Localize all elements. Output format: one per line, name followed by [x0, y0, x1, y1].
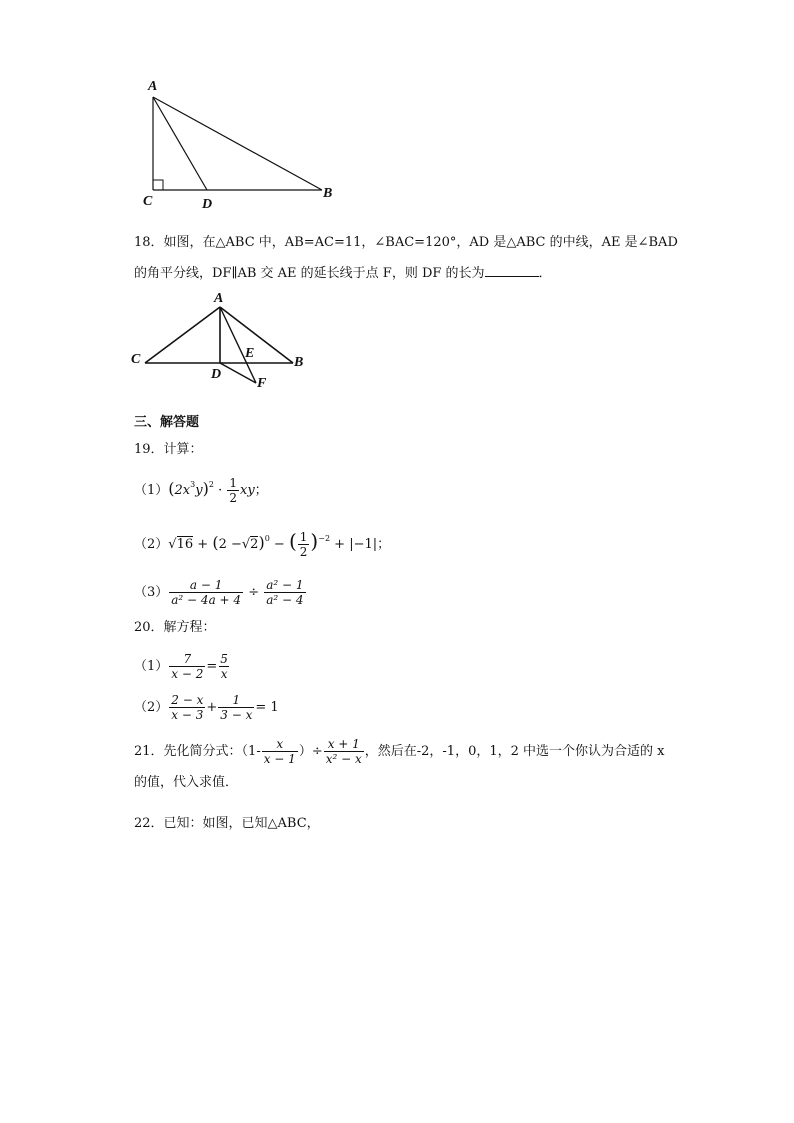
q20-p2-label: （2） [134, 700, 169, 715]
fraction-numerator: 7 [183, 652, 192, 666]
label-D: D [211, 367, 222, 382]
segment-AF [220, 307, 256, 383]
q19-p2-exp0: 0 [264, 534, 270, 543]
label-A: A [148, 79, 158, 94]
q19-part2: $(2)√16 + (2 -√2)^0$ − ( $\frac{1}{2}$ )$^{-2}$ + |−1|； [134, 529, 391, 559]
label-F: F [257, 376, 267, 391]
q20-p2-plus: + [206, 700, 218, 715]
q19-p2-label: （2） [134, 537, 169, 552]
sqrt-icon: √ [168, 537, 177, 552]
q19-title: 19．计算： [134, 442, 203, 457]
q19-p1-exp-outer: 2 [208, 480, 214, 489]
q20-part1 [134, 652, 231, 681]
q20-p1-fraction1 [169, 652, 205, 681]
q22-text: 22．已知：如图，已知△ABC， [134, 816, 320, 831]
answer-blank[interactable] [485, 264, 539, 277]
right-angle-mark [153, 180, 163, 190]
q19-p2-sqrt16: 16 [176, 537, 194, 552]
fraction-numerator: a² − 1 [266, 578, 304, 592]
q21-line1 [134, 737, 665, 766]
fraction-denominator: x − 3 [171, 708, 204, 722]
q20-p1-fraction2 [218, 652, 230, 681]
fraction-denominator: x − 1 [263, 752, 296, 766]
q21-fraction2 [324, 737, 364, 766]
label-C: C [131, 352, 141, 367]
q19-part1: $(1)(2x^3y)^2$ · $\frac{1}{2}$ xy； [134, 476, 268, 505]
fraction-numerator: x [276, 737, 284, 751]
q20-p2-eq: = 1 [255, 700, 279, 715]
q19-p1-base: 2x [174, 483, 191, 498]
q19-p2-half [298, 530, 310, 559]
q18-line1: 18．如图，在△ABC 中，AB=AC=11，∠BAC=120°，AD 是△ABC 的中线，AE 是∠BAD [134, 235, 678, 250]
paren-close: ) [258, 533, 265, 552]
fraction-numerator: a − 1 [189, 578, 223, 592]
q18-line2-text: 的角平分线，DF∥AB 交 AE 的延长线于点 F，则 DF 的长为 [134, 266, 485, 281]
label-B: B [294, 355, 304, 370]
label-E: E [245, 346, 255, 361]
segment-AC [145, 307, 220, 363]
q19-p2-sqrt2: 2 [250, 537, 259, 552]
q19-p2-plus2: + [334, 537, 346, 552]
fraction-numerator: x + 1 [327, 737, 360, 751]
q18-line2 [134, 264, 552, 283]
q21-suffix: ，然后在-2，-1，0，1，2 中选一个你认为合适的 x [364, 744, 665, 759]
q19-p1-end: ； [254, 483, 268, 498]
segment-AB [153, 97, 322, 190]
fraction-numerator: 1 [299, 530, 308, 544]
q19-p3-fraction2 [264, 578, 305, 607]
paren-close: ) [202, 479, 209, 498]
q19-part3 [134, 578, 307, 607]
q18-line2-end: ． [538, 266, 552, 281]
q20-p1-label: （1） [134, 659, 169, 674]
figure-isosceles-triangle [128, 288, 318, 393]
q19-p3-label: （3） [134, 585, 169, 600]
q19-p2-two: 2 − [218, 537, 242, 552]
q19-p1-fraction [227, 476, 239, 505]
q19-p3-div: ÷ [248, 585, 260, 600]
q19-p2-exp-neg2: −2 [318, 534, 331, 543]
q20-part2 [134, 693, 279, 722]
fraction-denominator: x² − x [325, 752, 362, 766]
q19-p3-fraction1 [169, 578, 243, 607]
label-A: A [214, 291, 224, 306]
fraction-numerator: 2 − x [171, 693, 204, 707]
q21-line2: 的值，代入求值． [134, 775, 239, 790]
q20-p2-fraction1 [169, 693, 205, 722]
fraction-denominator: a² − 4a + 4 [171, 593, 242, 607]
q19-p1-exp-inner: 3 [190, 480, 196, 489]
q20-title: 20．解方程： [134, 620, 216, 635]
fraction-denominator: x − 2 [171, 667, 204, 681]
sqrt-icon: √ [241, 537, 251, 552]
fraction-denominator: a² − 4 [266, 593, 304, 607]
paren-close: ) [310, 529, 319, 553]
paren-open: ( [212, 533, 219, 552]
q19-p1-label: （1） [134, 483, 169, 498]
paren-open: ( [288, 529, 297, 553]
fraction-numerator: 5 [220, 652, 228, 666]
label-D: D [202, 197, 213, 212]
fraction-numerator: 1 [232, 693, 241, 707]
q21-mid: ）÷ [298, 744, 323, 759]
paren-open: ( [168, 479, 175, 498]
q20-p1-eq: = [206, 659, 218, 674]
q19-p2-end: ； [377, 537, 391, 552]
q21-prefix: 21．先化简分式：（1- [134, 744, 261, 759]
q19-p1-tail: xy [239, 483, 255, 498]
q19-p1-y: y [195, 483, 203, 498]
fraction-denominator: 2 [229, 491, 237, 505]
label-B: B [323, 186, 333, 201]
figure-right-triangle [130, 70, 350, 215]
q19-p2-plus: + [197, 537, 209, 552]
q20-p2-fraction2 [218, 693, 254, 722]
fraction-denominator: x [220, 667, 228, 681]
fraction-denominator: 2 [299, 545, 308, 559]
q19-p2-minus: − [273, 537, 285, 552]
label-C: C [143, 194, 153, 209]
segment-AB [220, 307, 293, 363]
q21-fraction1 [262, 737, 298, 766]
section-heading: 三、解答题 [134, 415, 200, 430]
fraction-numerator: 1 [229, 476, 237, 490]
fraction-denominator: 3 − x [220, 708, 253, 722]
segment-AD [153, 97, 207, 190]
q19-p2-abs: −1 [353, 537, 373, 552]
